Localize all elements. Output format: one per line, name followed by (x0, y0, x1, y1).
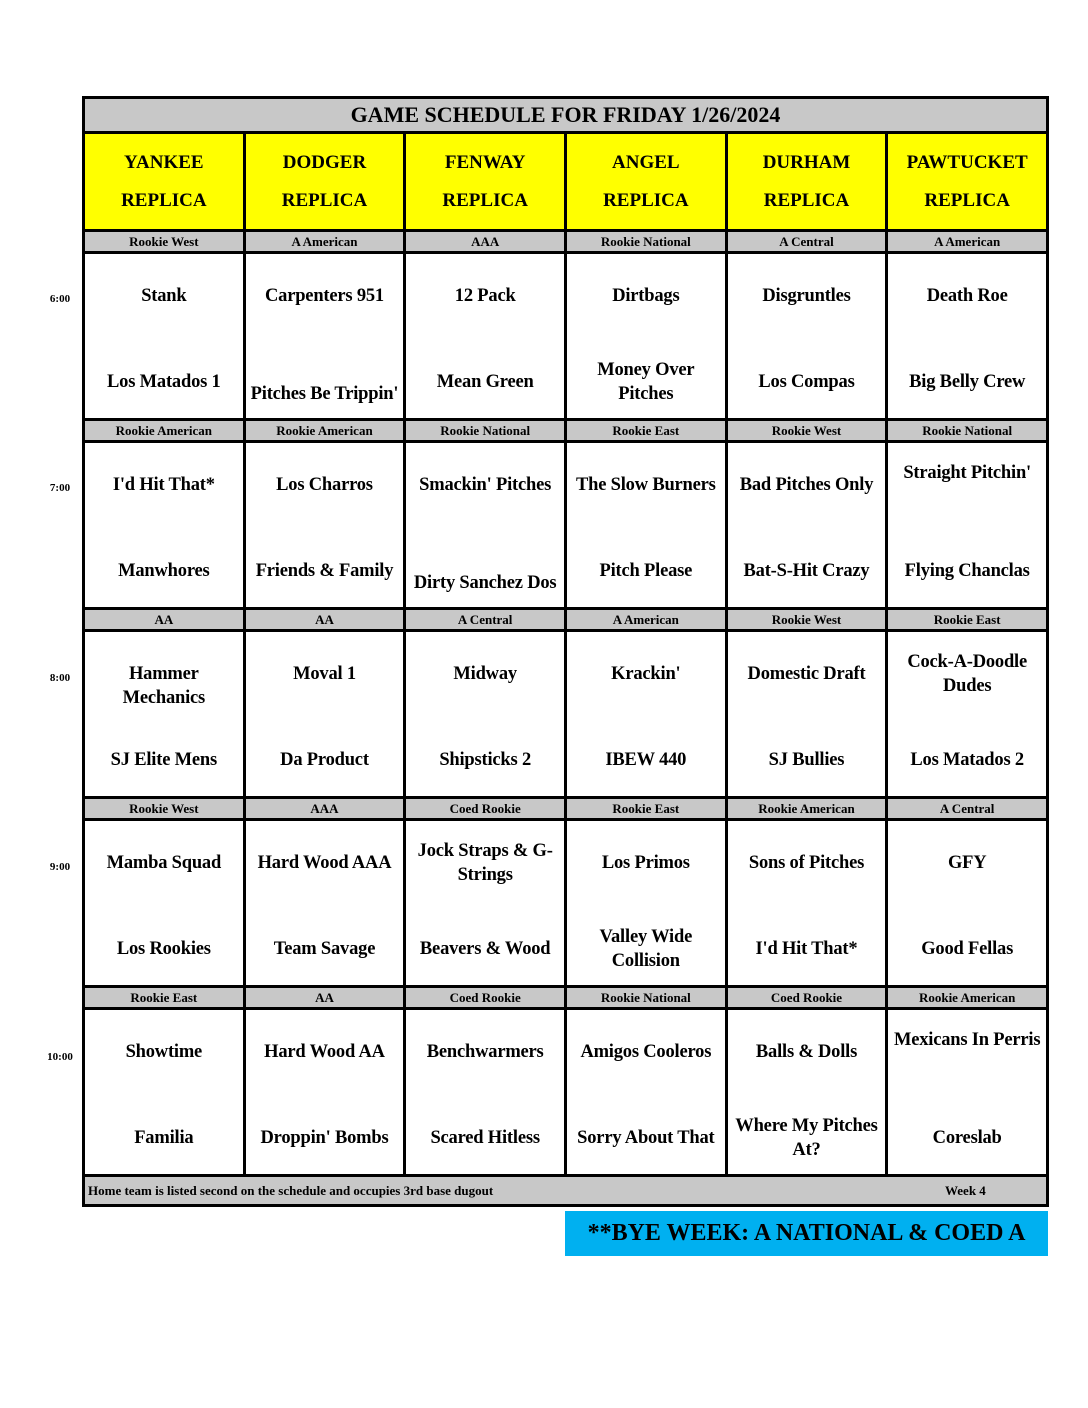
field-subtitle: REPLICA (603, 189, 689, 211)
division-label: A Central (406, 610, 564, 629)
division-label: Rookie National (888, 421, 1046, 440)
division-label: Coed Rookie (728, 988, 886, 1007)
schedule-table (82, 96, 1049, 1207)
home-team: Pitches Be Trippin' (250, 384, 399, 404)
division-label: AA (246, 988, 404, 1007)
field-header (888, 134, 1046, 229)
home-team: Bat-S-Hit Crazy (743, 561, 870, 581)
home-team: SJ Bullies (768, 750, 845, 770)
division-label: Rookie American (246, 421, 404, 440)
field-name: PAWTUCKET (906, 151, 1028, 173)
game-cell (246, 821, 404, 985)
home-team: Scared Hitless (430, 1128, 540, 1148)
away-team: Stank (141, 286, 187, 306)
time-label: 7:00 (49, 482, 71, 494)
division-label: Rookie West (85, 232, 243, 251)
division-row (85, 610, 1046, 632)
home-team: Pitch Please (599, 561, 693, 581)
game-cell (728, 443, 886, 607)
time-label: 9:00 (49, 861, 71, 873)
away-team: Los Charros (276, 475, 373, 495)
away-team: Dirtbags (612, 286, 680, 306)
away-team: Amigos Cooleros (580, 1042, 712, 1062)
time-label: 6:00 (49, 293, 71, 305)
game-cell (728, 821, 886, 985)
division-label: A American (888, 232, 1046, 251)
field-subtitle: REPLICA (924, 189, 1010, 211)
home-team: Good Fellas (921, 939, 1014, 959)
game-slot-row (85, 632, 1046, 799)
division-label: Rookie West (85, 799, 243, 818)
home-team: Team Savage (273, 939, 376, 959)
game-cell (406, 1010, 564, 1174)
game-cell (85, 821, 243, 985)
game-cell (567, 1010, 725, 1174)
game-cell (888, 632, 1046, 796)
game-cell (888, 254, 1046, 418)
field-header (567, 134, 725, 229)
field-name: ANGEL (612, 151, 680, 173)
division-row (85, 232, 1046, 254)
away-team: Midway (453, 664, 517, 684)
away-team: Sons of Pitches (748, 853, 865, 873)
division-label: AAA (246, 799, 404, 818)
away-team: Showtime (125, 1042, 203, 1062)
home-team: SJ Elite Mens (110, 750, 217, 770)
game-cell (85, 254, 243, 418)
away-team: Los Primos (601, 853, 690, 873)
away-team: Cock-A-Doodle Dudes (907, 652, 1028, 696)
home-team: Dirty Sanchez Dos (413, 573, 557, 593)
footer-row (85, 1177, 1046, 1204)
away-team: Hard Wood AAA (257, 853, 392, 873)
division-label: A Central (888, 799, 1046, 818)
game-cell (567, 443, 725, 607)
game-cell (567, 254, 725, 418)
division-label: AAA (406, 232, 564, 251)
division-label: Rookie American (888, 988, 1046, 1007)
away-team: Mexicans In Perris (893, 1030, 1041, 1050)
away-team: Hammer Mechanics (122, 664, 206, 708)
away-team: 12 Pack (454, 286, 516, 306)
away-team: The Slow Burners (575, 475, 716, 495)
away-team: GFY (947, 853, 987, 873)
division-label: A American (567, 610, 725, 629)
game-cell (888, 443, 1046, 607)
division-label: Rookie National (567, 232, 725, 251)
away-team: Moval 1 (293, 664, 356, 684)
division-label: Rookie East (567, 799, 725, 818)
game-cell (406, 443, 564, 607)
away-team: I'd Hit That* (112, 475, 215, 495)
away-team: Disgruntles (762, 286, 851, 306)
home-team: Valley Wide Collision (599, 927, 693, 971)
field-name: YANKEE (124, 151, 204, 173)
field-header (728, 134, 886, 229)
home-team: Mean Green (436, 372, 534, 392)
home-team: I'd Hit That* (755, 939, 858, 959)
home-team: Droppin' Bombs (260, 1128, 389, 1148)
game-cell (246, 1010, 404, 1174)
division-label: A Central (728, 232, 886, 251)
home-team: Los Matados 1 (107, 372, 221, 392)
division-row (85, 799, 1046, 821)
division-label: Coed Rookie (406, 988, 564, 1007)
game-cell (246, 254, 404, 418)
home-team: Flying Chanclas (904, 561, 1030, 581)
field-name: FENWAY (444, 151, 526, 173)
time-slots (85, 232, 1046, 1177)
division-label: Rookie East (888, 610, 1046, 629)
field-header (406, 134, 564, 229)
away-team: Carpenters 951 (265, 286, 384, 306)
division-row (85, 421, 1046, 443)
bye-week-banner: **BYE WEEK: A NATIONAL & COED A (565, 1211, 1048, 1256)
home-team-note: Home team is listed second on the schedule and occupies 3rd base dugout (88, 1183, 494, 1198)
home-team: Los Compas (758, 372, 855, 392)
away-team: Bad Pitches Only (739, 475, 874, 495)
game-cell (567, 632, 725, 796)
field-subtitle: REPLICA (442, 189, 528, 211)
home-team: Sorry About That (577, 1128, 715, 1148)
field-name: DURHAM (762, 151, 851, 173)
game-cell (406, 254, 564, 418)
field-subtitle: REPLICA (763, 189, 850, 211)
division-label: Rookie National (567, 988, 725, 1007)
week-label: Week 4 (945, 1183, 986, 1198)
division-row (85, 988, 1046, 1010)
game-cell (85, 443, 243, 607)
home-team: Coreslab (932, 1128, 1002, 1148)
division-label: Rookie East (567, 421, 725, 440)
game-slot-row (85, 443, 1046, 610)
away-team: Domestic Draft (747, 664, 866, 684)
home-team: IBEW 440 (605, 750, 687, 770)
home-team: Los Matados 2 (910, 750, 1024, 770)
time-label: 8:00 (49, 672, 71, 684)
home-team: Manwhores (118, 561, 210, 581)
home-team: Where My Pitches At? (735, 1116, 878, 1160)
home-team: Money Over Pitches (597, 360, 695, 404)
game-cell (728, 632, 886, 796)
away-team: Krackin' (611, 664, 681, 684)
division-label: Rookie West (728, 421, 886, 440)
field-header (246, 134, 404, 229)
game-slot-row (85, 1010, 1046, 1177)
away-team: Hard Wood AA (264, 1042, 385, 1062)
field-name: DODGER (282, 151, 367, 173)
game-cell (246, 443, 404, 607)
game-slot-row (85, 254, 1046, 421)
away-team: Balls & Dolls (755, 1042, 858, 1062)
division-label: Rookie American (728, 799, 886, 818)
division-label: Rookie National (406, 421, 564, 440)
away-team: Jock Straps & G-Strings (417, 841, 553, 885)
home-team: Friends & Family (255, 561, 394, 581)
game-slot-row (85, 821, 1046, 988)
game-cell (728, 254, 886, 418)
away-team: Smackin' Pitches (419, 475, 552, 495)
division-label: AA (85, 610, 243, 629)
field-subtitle: REPLICA (121, 189, 207, 211)
game-cell (888, 1010, 1046, 1174)
division-label: AA (246, 610, 404, 629)
home-team: Shipsticks 2 (439, 750, 531, 770)
field-header (85, 134, 243, 229)
game-cell (406, 632, 564, 796)
division-label: A American (246, 232, 404, 251)
time-label: 10:00 (47, 1051, 73, 1063)
game-cell (728, 1010, 886, 1174)
division-label: Coed Rookie (406, 799, 564, 818)
schedule-title: GAME SCHEDULE FOR FRIDAY 1/26/2024 (85, 99, 1046, 134)
away-team: Death Roe (926, 286, 1008, 306)
game-cell (888, 821, 1046, 985)
home-team: Big Belly Crew (909, 372, 1026, 392)
field-subtitle: REPLICA (281, 189, 368, 211)
away-team: Benchwarmers (426, 1042, 544, 1062)
home-team: Los Rookies (116, 939, 211, 959)
game-cell (85, 1010, 243, 1174)
division-label: Rookie West (728, 610, 886, 629)
game-cell (85, 632, 243, 796)
home-team: Beavers & Wood (419, 939, 551, 959)
game-cell (406, 821, 564, 985)
away-team: Straight Pitchin' (903, 463, 1031, 483)
game-cell (567, 821, 725, 985)
home-team: Da Product (280, 750, 369, 770)
home-team: Familia (134, 1128, 194, 1148)
away-team: Mamba Squad (106, 853, 222, 873)
game-cell (246, 632, 404, 796)
division-label: Rookie American (85, 421, 243, 440)
division-label: Rookie East (85, 988, 243, 1007)
field-header-row (85, 134, 1046, 232)
